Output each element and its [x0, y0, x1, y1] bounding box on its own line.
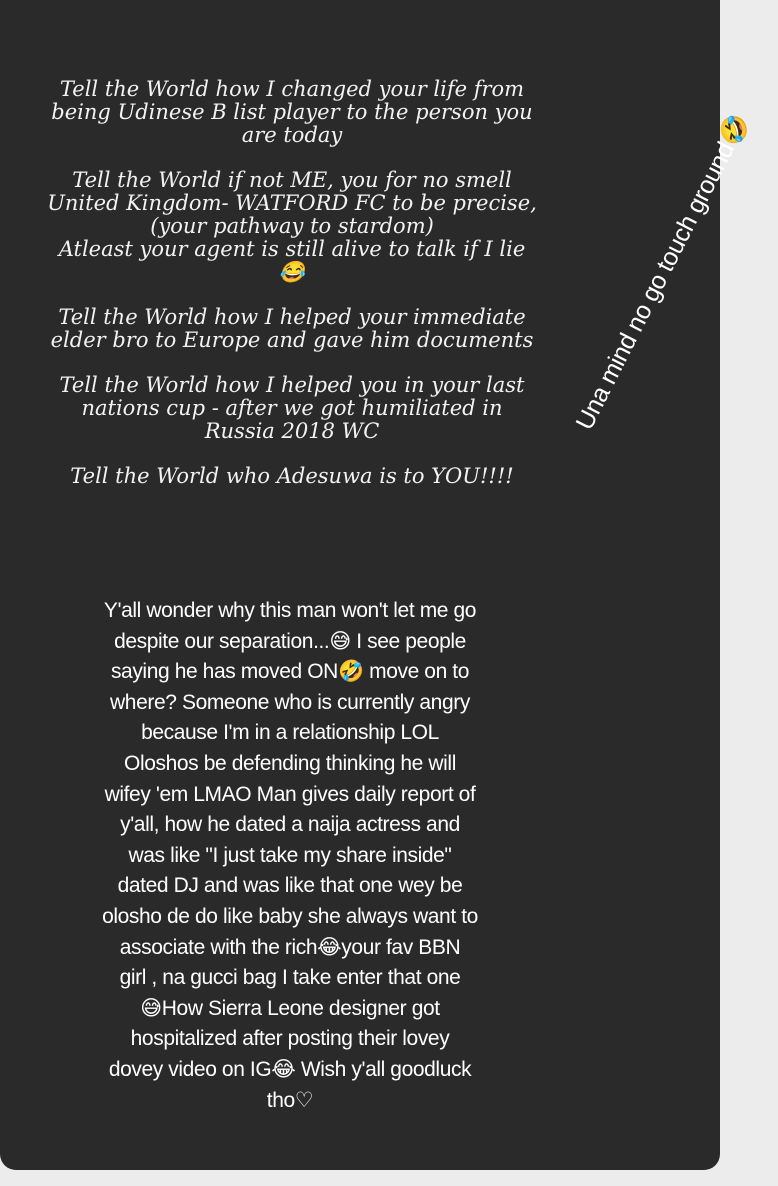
- quoted-statement-block: [40, 78, 544, 510]
- diagonal-caption: Una mind no go touch ground🤣: [570, 110, 755, 435]
- quoted-paragraph-2: Tell the World if not ME, you for no smell United Kingdom- WATFORD FC to be precise, (your pathway to stardom) Atleast your agent is still alive to talk if I lie 😂: [47, 168, 537, 284]
- quoted-paragraph-1: Tell the World how I changed your life from being Udinese B list player to the person you are today: [51, 77, 533, 147]
- main-caption: Y'all wonder why this man won't let me go despite our separation...😅 I see people saying he has moved ON🤣 move on to where? Someone who is currently angry because I'm in a relationship LOL Oloshos be defending thinking he will wifey 'em LMAO Man gives daily report of y'all, how he dated a naija actress and was like "I just take my share inside" dated DJ and was like that one wey be olosho de do like baby she always want to associate with the rich😂your fav BBN girl , na gucci bag I take enter that one 😅How Sierra Leone designer got hospitalized after posting their lovey dovey video on IG😂 Wish y'all goodluck tho♡: [102, 599, 478, 1112]
- quoted-paragraph-4: Tell the World how I helped you in your last nations cup - after we got humiliated in Russia 2018 WC: [59, 373, 525, 443]
- quoted-paragraph-3: Tell the World how I helped your immediate elder bro to Europe and gave him documents: [50, 305, 534, 352]
- quoted-paragraph-5: Tell the World who Adesuwa is to YOU!!!!: [70, 464, 514, 488]
